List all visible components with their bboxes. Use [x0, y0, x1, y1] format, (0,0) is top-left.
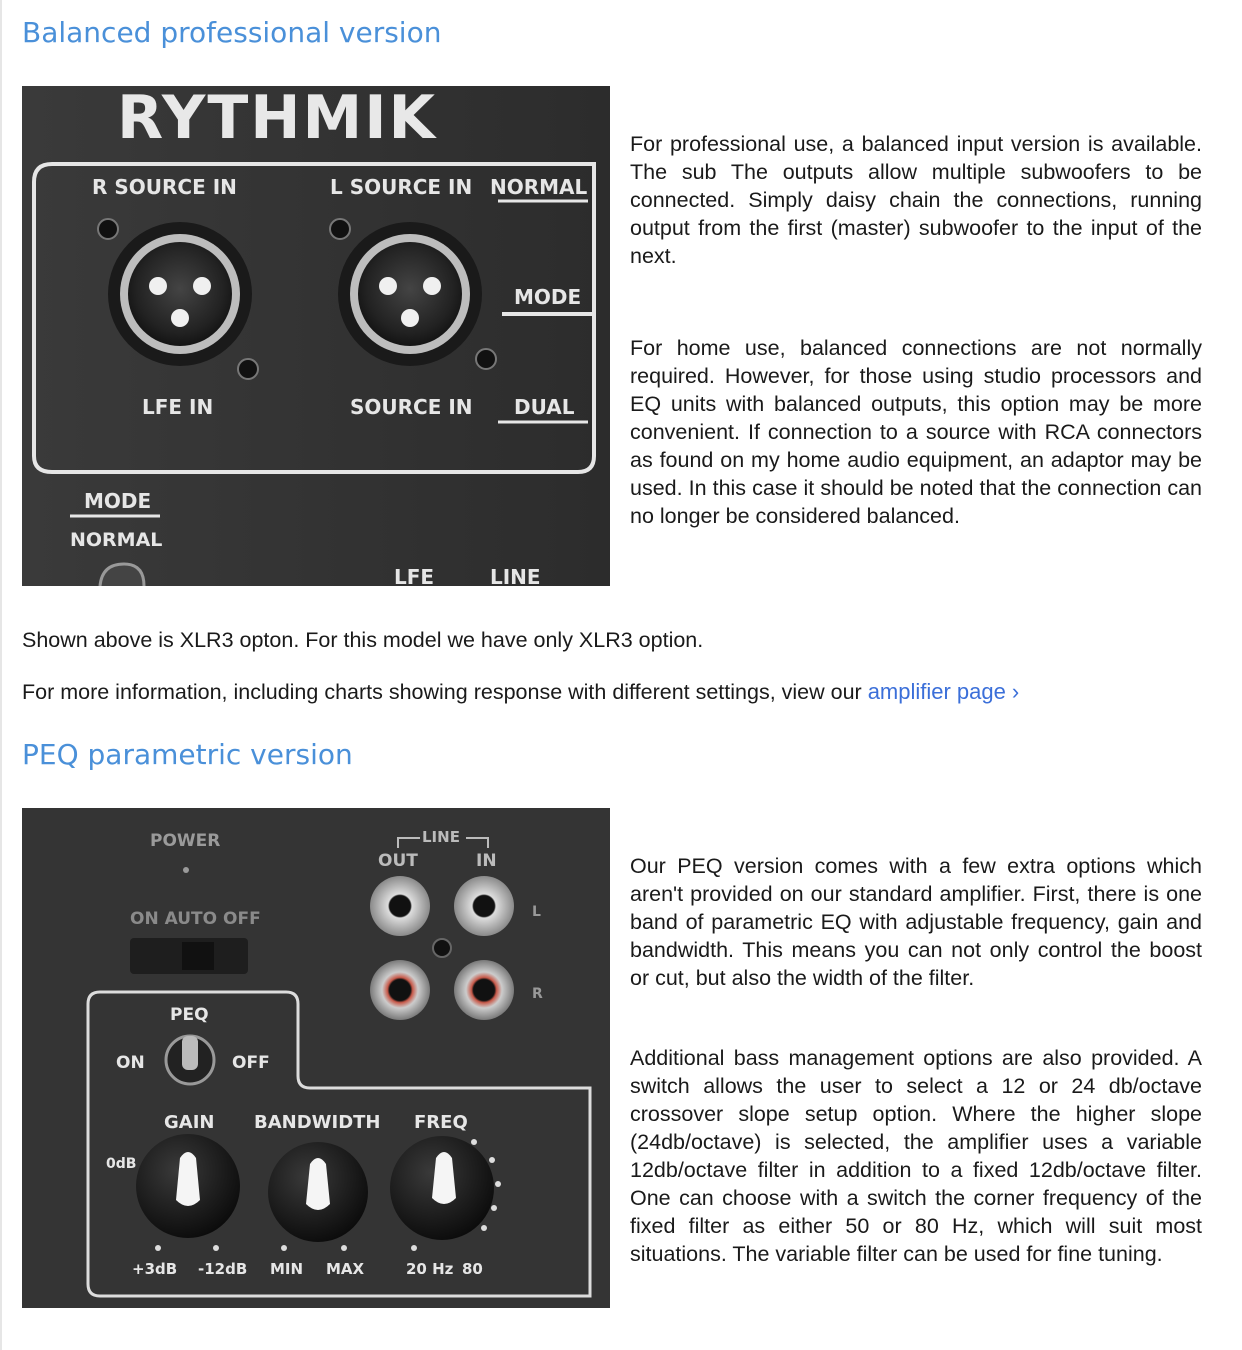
- brand-logo: RYTHMIK: [117, 86, 438, 153]
- bandwidth-knob: [268, 1142, 368, 1242]
- label-min: MIN: [270, 1260, 304, 1278]
- left-border: [0, 0, 2, 1350]
- label-r-source-in: R SOURCE IN: [92, 175, 237, 199]
- chevron-right-icon: ›: [1011, 679, 1020, 704]
- label-l-source-in: L SOURCE IN: [330, 175, 473, 199]
- label-max: MAX: [326, 1260, 365, 1278]
- label-l: L: [532, 904, 541, 920]
- label-20hz: 20 Hz: [406, 1260, 454, 1278]
- paragraph-bass-management: Additional bass management options are also provided. A switch allows the user to select a 12 or 24 db/octave crossover slope setup option. Where the higher slope (24db/octave) is selected, the amplifier uses a variable 12db/octave filter in addition to a fixed 12db/octave filter. One can choose with a switch the corner frequency of the fixed filter as either 50 or 80 Hz, which will suit most situations. The variable filter can be used for fine tuning.: [630, 1046, 1202, 1266]
- label-dual: DUAL: [514, 395, 575, 419]
- xlr-connector-right: [108, 222, 252, 366]
- label-freq: FREQ: [414, 1112, 468, 1133]
- label-80: 80: [462, 1260, 483, 1278]
- label-line-bottom: LINE: [490, 565, 541, 586]
- label-normal-top: NORMAL: [490, 175, 588, 199]
- label-peq: PEQ: [170, 1005, 209, 1025]
- label-on: ON: [116, 1053, 145, 1073]
- gain-knob: [136, 1134, 240, 1238]
- label-off: OFF: [232, 1053, 270, 1073]
- label-power: POWER: [150, 831, 221, 851]
- label-normal-left: NORMAL: [70, 529, 163, 551]
- label-lfe-in: LFE IN: [142, 395, 214, 419]
- more-info-text: For more information, including charts showing response with different settings, view our: [22, 680, 862, 704]
- label-minus12db: -12dB: [198, 1260, 248, 1278]
- label-source-in: SOURCE IN: [350, 395, 473, 419]
- label-lfe-bottom: LFE: [394, 565, 435, 586]
- amplifier-page-link[interactable]: [868, 679, 1020, 704]
- label-gain: GAIN: [164, 1112, 215, 1133]
- label-r: R: [532, 986, 543, 1002]
- section-heading-balanced: Balanced professional version: [22, 16, 442, 49]
- paragraph-home-use: For home use, balanced connections are not normally required. However, for those using studio processors and EQ units with balanced outputs, this option may be more convenient. If connection to a source with RCA connectors as found on my home audio equipment, an adaptor may be used. In this case it should be noted that the connection can no longer be considered balanced.: [630, 336, 1202, 528]
- label-0db: 0dB: [106, 1156, 137, 1172]
- label-out: OUT: [378, 851, 418, 871]
- paragraph-peq-intro: Our PEQ version comes with a few extra options which aren't provided on our standard amplifier. First, there is one band of parametric EQ with adjustable frequency, gain and bandwidth. This means you can not only control the boost or cut, but also the width of the filter.: [630, 854, 1202, 990]
- xlr-connector-left: [338, 222, 482, 366]
- label-mode-left: MODE: [84, 489, 152, 513]
- more-info-line: [22, 678, 1019, 706]
- xlr-panel-image: [22, 86, 610, 586]
- label-plus3db: +3dB: [132, 1260, 178, 1278]
- label-bandwidth: BANDWIDTH: [254, 1112, 381, 1133]
- label-in: IN: [476, 851, 497, 871]
- label-on-auto-off: ON AUTO OFF: [130, 909, 261, 929]
- peq-panel-image: [22, 808, 610, 1308]
- label-mode-right: MODE: [514, 285, 582, 309]
- amplifier-page-link-label: amplifier page: [867, 679, 1006, 704]
- label-line: LINE: [422, 828, 460, 846]
- paragraph-professional-use: For professional use, a balanced input version is available. The sub The outputs allow multiple subwoofers to be connected. Simply daisy chain the connections, running output from the first (master) subwoofer to the input of the next.: [630, 132, 1202, 268]
- xlr3-note: Shown above is XLR3 opton. For this model we have only XLR3 option.: [22, 628, 704, 652]
- section-heading-peq: PEQ parametric version: [22, 738, 353, 771]
- freq-knob: [390, 1136, 494, 1240]
